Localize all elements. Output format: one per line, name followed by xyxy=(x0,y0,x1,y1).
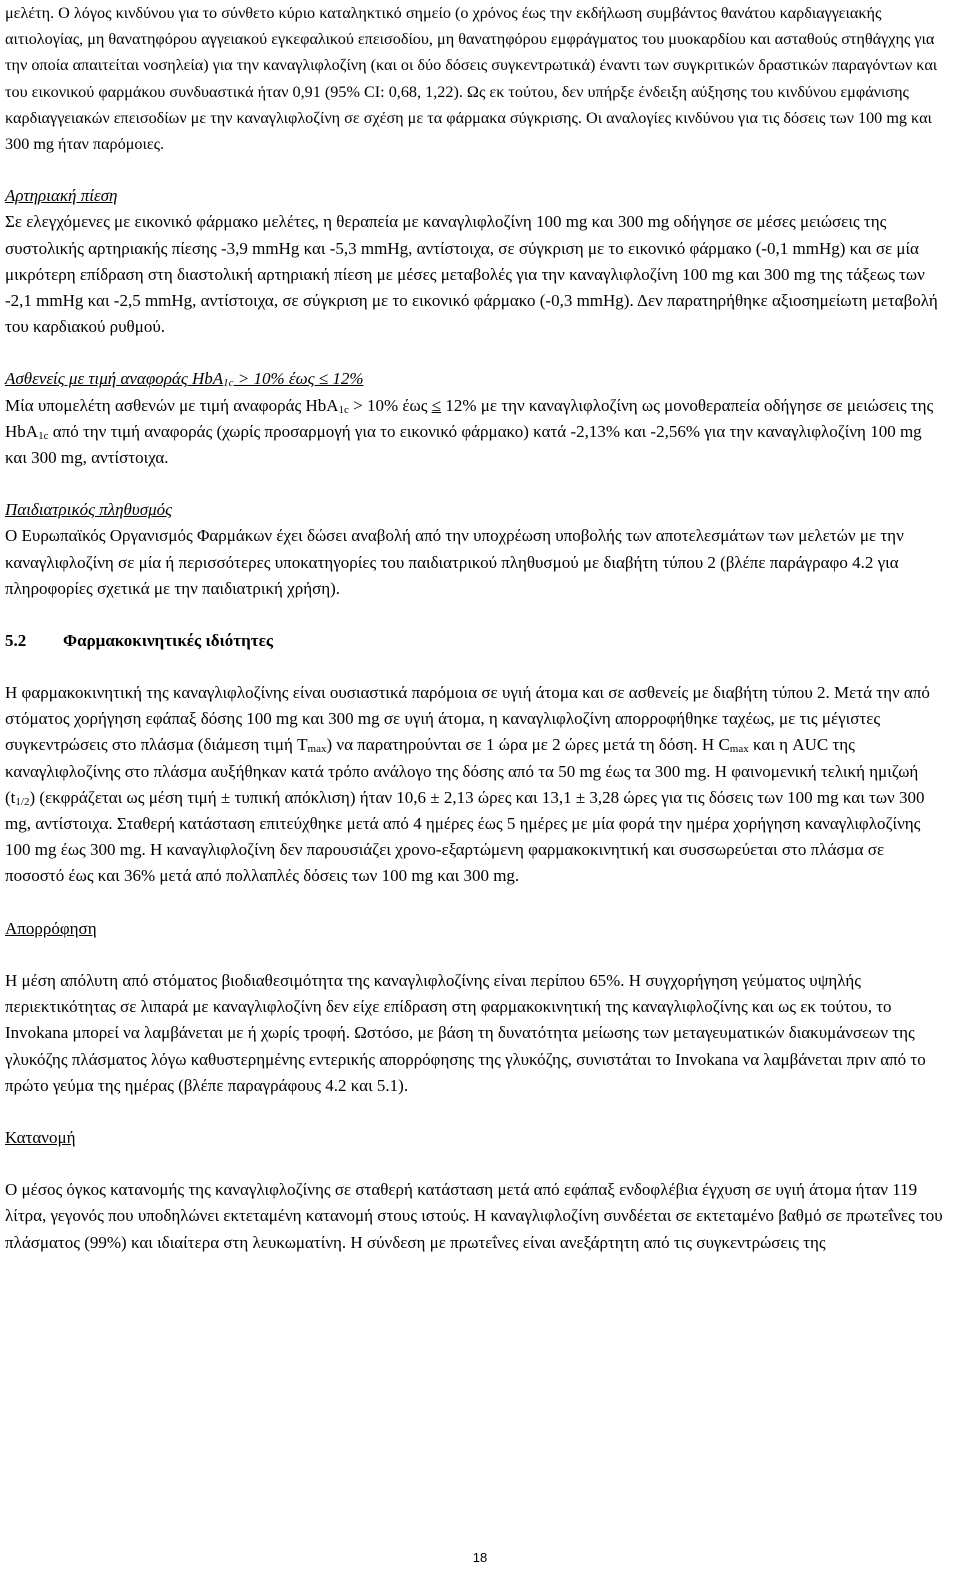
hba-heading-text-c: 12% xyxy=(328,369,364,389)
intro-paragraph: μελέτη. Ο λόγος κινδύνου για το σύνθετο κύριο καταληκτικό σημείο (ο χρόνος έως την εκδήλωση συμβάντος θανάτου καρδιαγγειακής αιτιολογίας, μη θανατηφόρου αγγειακού εγκεφαλικού επεισοδίου, μη θανατηφόρου εμφράγματος του μυοκαρδίου και ασταθούς στηθάγχης για την οποία απαιτείται νοσηλεία) για την καναγλιφλοζίνη (και οι δύο δόσεις συγκεντρωτικά) έναντι των συγκριτικών δραστικών παραγόντων και του εικονικού φαρμάκου συνδυαστικά ήταν 0,91 (95% CI: 0,68, 1,22). Ως εκ τούτου, δεν υπήρξε ένδειξη αύξησης του κινδύνου εμφάνισης καρδιαγγειακών επεισοδίων με την καναγλιφλοζίνη σε σχέση με τα φάρμακα σύγκρισης. Οι αναλογίες κινδύνου για τις δόσεις των 100 mg και 300 mg ήταν παρόμοιες. xyxy=(5,4,938,154)
hba-text-c: 12% με την καναγλιφλοζίνη ως μονοθεραπεία οδήγησε σε μειώσεις της HbA xyxy=(5,395,934,441)
pk-text-a: Η φαρμακοκινητική της καναγλιφλοζίνης είναι ουσιαστικά παρόμοια σε υγιή άτομα και σε ασθενείς με διαβήτη τύπου 2. Μετά την από στόματος χορήγηση εφάπαξ δόσης 100 mg και 300 mg σε υγιή άτομα, η καναγλιφλοζίνη απορροφήθηκε ταχέως, με τις μέγιστες συγκεντρώσεις στο πλάσμα (διάμεση τιμή T xyxy=(5,683,930,755)
hba-text-leq: ≤ xyxy=(431,395,442,415)
pk-sub-tmax: max xyxy=(307,743,327,756)
section-heading-distribution: Κατανομή xyxy=(5,1127,76,1147)
blood-pressure-paragraph: Σε ελεγχόμενες με εικονικό φάρμακο μελέτες, η θεραπεία με καναγλιφλοζίνη 100 mg και 300 mg οδήγησε σε μέσες μειώσεις της συστολικής αρτηριακής πίεσης -3,9 mmHg και -5,3 mmHg, αντίστοιχα, σε σύγκριση με το εικονικό φάρμακο (-0,1 mmHg) και σε μία μικρότερη επίδραση στη διαστολική αρτηριακή πίεση με μέσες μεταβολές για την καναγλιφλοζίνη 100 mg και 300 mg της τάξεως των -2,1 mmHg και -2,5 mmHg, αντίστοιχα, σε σύγκριση με το εικονικό φάρμακο (-0,3 mmHg). Δεν παρατηρήθηκε αξιοσημείωτη μεταβολή του καρδιακού ρυθμού. xyxy=(5,212,938,337)
pk-text-c: και η AUC της καναγλιφλοζίνης στο πλάσμα αυξήθηκαν κατά τρόπο ανάλογο της δόσης από τα 50 mg έως τα 300 mg. Η φαινομενική τελική ημιζωή (t xyxy=(5,735,919,807)
pediatric-paragraph: Ο Ευρωπαϊκός Οργανισμός Φαρμάκων έχει δώσει αναβολή από την υποχρέωση υποβολής των αποτελεσμάτων των μελετών με την καναγλιφλοζίνη σε μία ή περισσότερες υποκατηγορίες του παιδιατρικού πληθυσμού με διαβήτη τύπου 2 (βλέπε παράγραφο 4.2 για πληροφορίες σχετικά με την παιδιατρική χρήση). xyxy=(5,526,904,598)
section-heading-pediatric: Παιδιατρικός πληθυσμός xyxy=(5,500,173,520)
section-heading-hba1c xyxy=(5,366,945,392)
pk-text-d: ) (εκφράζεται ως μέση τιμή ± τυπική απόκλιση) ήταν 10,6 ± 2,13 ώρες και 13,1 ± 3,28 ώρες για τις δόσεις των 100 mg και των 300 mg, αντίστοιχα. Σταθερή κατάσταση επιτεύχθηκε μετά από 4 ημέρες έως 5 ημέρες με μία φορά την ημέρα χορήγηση καναγλιφλοζίνης 100 mg έως 300 mg. Η καναγλιφλοζίνη δεν παρουσιάζει χρονο-εξαρτώμενη φαρμακοκινητική και συσσωρεύεται στο πλάσμα σε ποσοστό έως και 36% μετά από πολλαπλές δόσεις των 100 mg και 300 mg. xyxy=(5,787,925,886)
hba-heading-text-b: > 10% έως xyxy=(233,369,319,389)
section-heading-blood-pressure: Αρτηριακή πίεση xyxy=(5,186,118,206)
page-number: 18 xyxy=(472,1550,488,1565)
hba-text-a: Μία υπομελέτη ασθενών με τιμή αναφοράς HbA xyxy=(5,395,339,415)
hba-text-sub2: 1c xyxy=(38,429,49,442)
distribution-paragraph: Ο μέσος όγκος κατανομής της καναγλιφλοζίνης σε σταθερή κατάσταση μετά από εφάπαξ ενδοφλέβια έγχυση σε υγιή άτομα ήταν 119 λίτρα, γεγονός που υποδηλώνει εκτεταμένη κατανομή στους ιστούς. Η καναγλιφλοζίνη συνδέεται σε εκτεταμένο βαθμό σε πρωτεΐνες του πλάσματος (99%) και ιδιαίτερα στη λευκωματίνη. Η σύνδεση με πρωτεΐνες είναι ανεξάρτητη από τις συγκεντρώσεις της xyxy=(5,1180,943,1252)
document-page xyxy=(5,0,945,1256)
pharmacokinetics-paragraph xyxy=(5,680,945,890)
section-heading-5-2 xyxy=(5,628,945,654)
hba-text-b: > 10% έως xyxy=(348,395,432,415)
pk-sub-cmax: max xyxy=(729,743,749,756)
pk-sub-half: 1/2 xyxy=(15,795,30,808)
hba-heading-text-a: Ασθενείς με τιμή αναφοράς HbA xyxy=(5,369,224,389)
hba-text-sub1: 1c xyxy=(338,403,349,416)
section-title: Φαρμακοκινητικές ιδιότητες xyxy=(63,631,274,651)
hba-heading-sub: 1c xyxy=(223,377,234,390)
hba-text-d: από την τιμή αναφοράς (χωρίς προσαρμογή για το εικονικό φάρμακο) κατά -2,13% και -2,56% για την καναγλιφλοζίνη 100 mg και 300 mg, αντίστοιχα. xyxy=(5,421,922,468)
hba1c-paragraph xyxy=(5,393,945,472)
section-number: 5.2 xyxy=(5,631,27,651)
pk-text-b: ) να παρατηρούνται σε 1 ώρα με 2 ώρες μετά τη δόση. Η C xyxy=(326,735,730,755)
section-heading-absorption: Απορρόφηση xyxy=(5,918,97,938)
absorption-paragraph: Η μέση απόλυτη από στόματος βιοδιαθεσιμότητα της καναγλιφλοζίνης είναι περίπου 65%. Η συγχορήγηση γεύματος υψηλής περιεκτικότητας σε λιπαρά με καναγλιφλοζίνη δεν είχε επίδραση στη φαρμακοκινητική της καναγλιφλοζίνης και ως εκ τούτου, το Invokana μπορεί να λαμβάνεται με ή χωρίς τροφή. Ωστόσο, με βάση τη δυνατότητα μείωσης των μεταγευματικών διακυμάνσεων της γλυκόζης πλάσματος λόγω καθυστερημένης εντερικής απορρόφησης της γλυκόζης, συνιστάται το Invokana να λαμβάνεται πριν από το πρώτο γεύμα της ημέρας (βλέπε παραγράφους 4.2 και 5.1). xyxy=(5,970,926,1095)
hba-heading-leq: ≤ xyxy=(318,369,329,389)
